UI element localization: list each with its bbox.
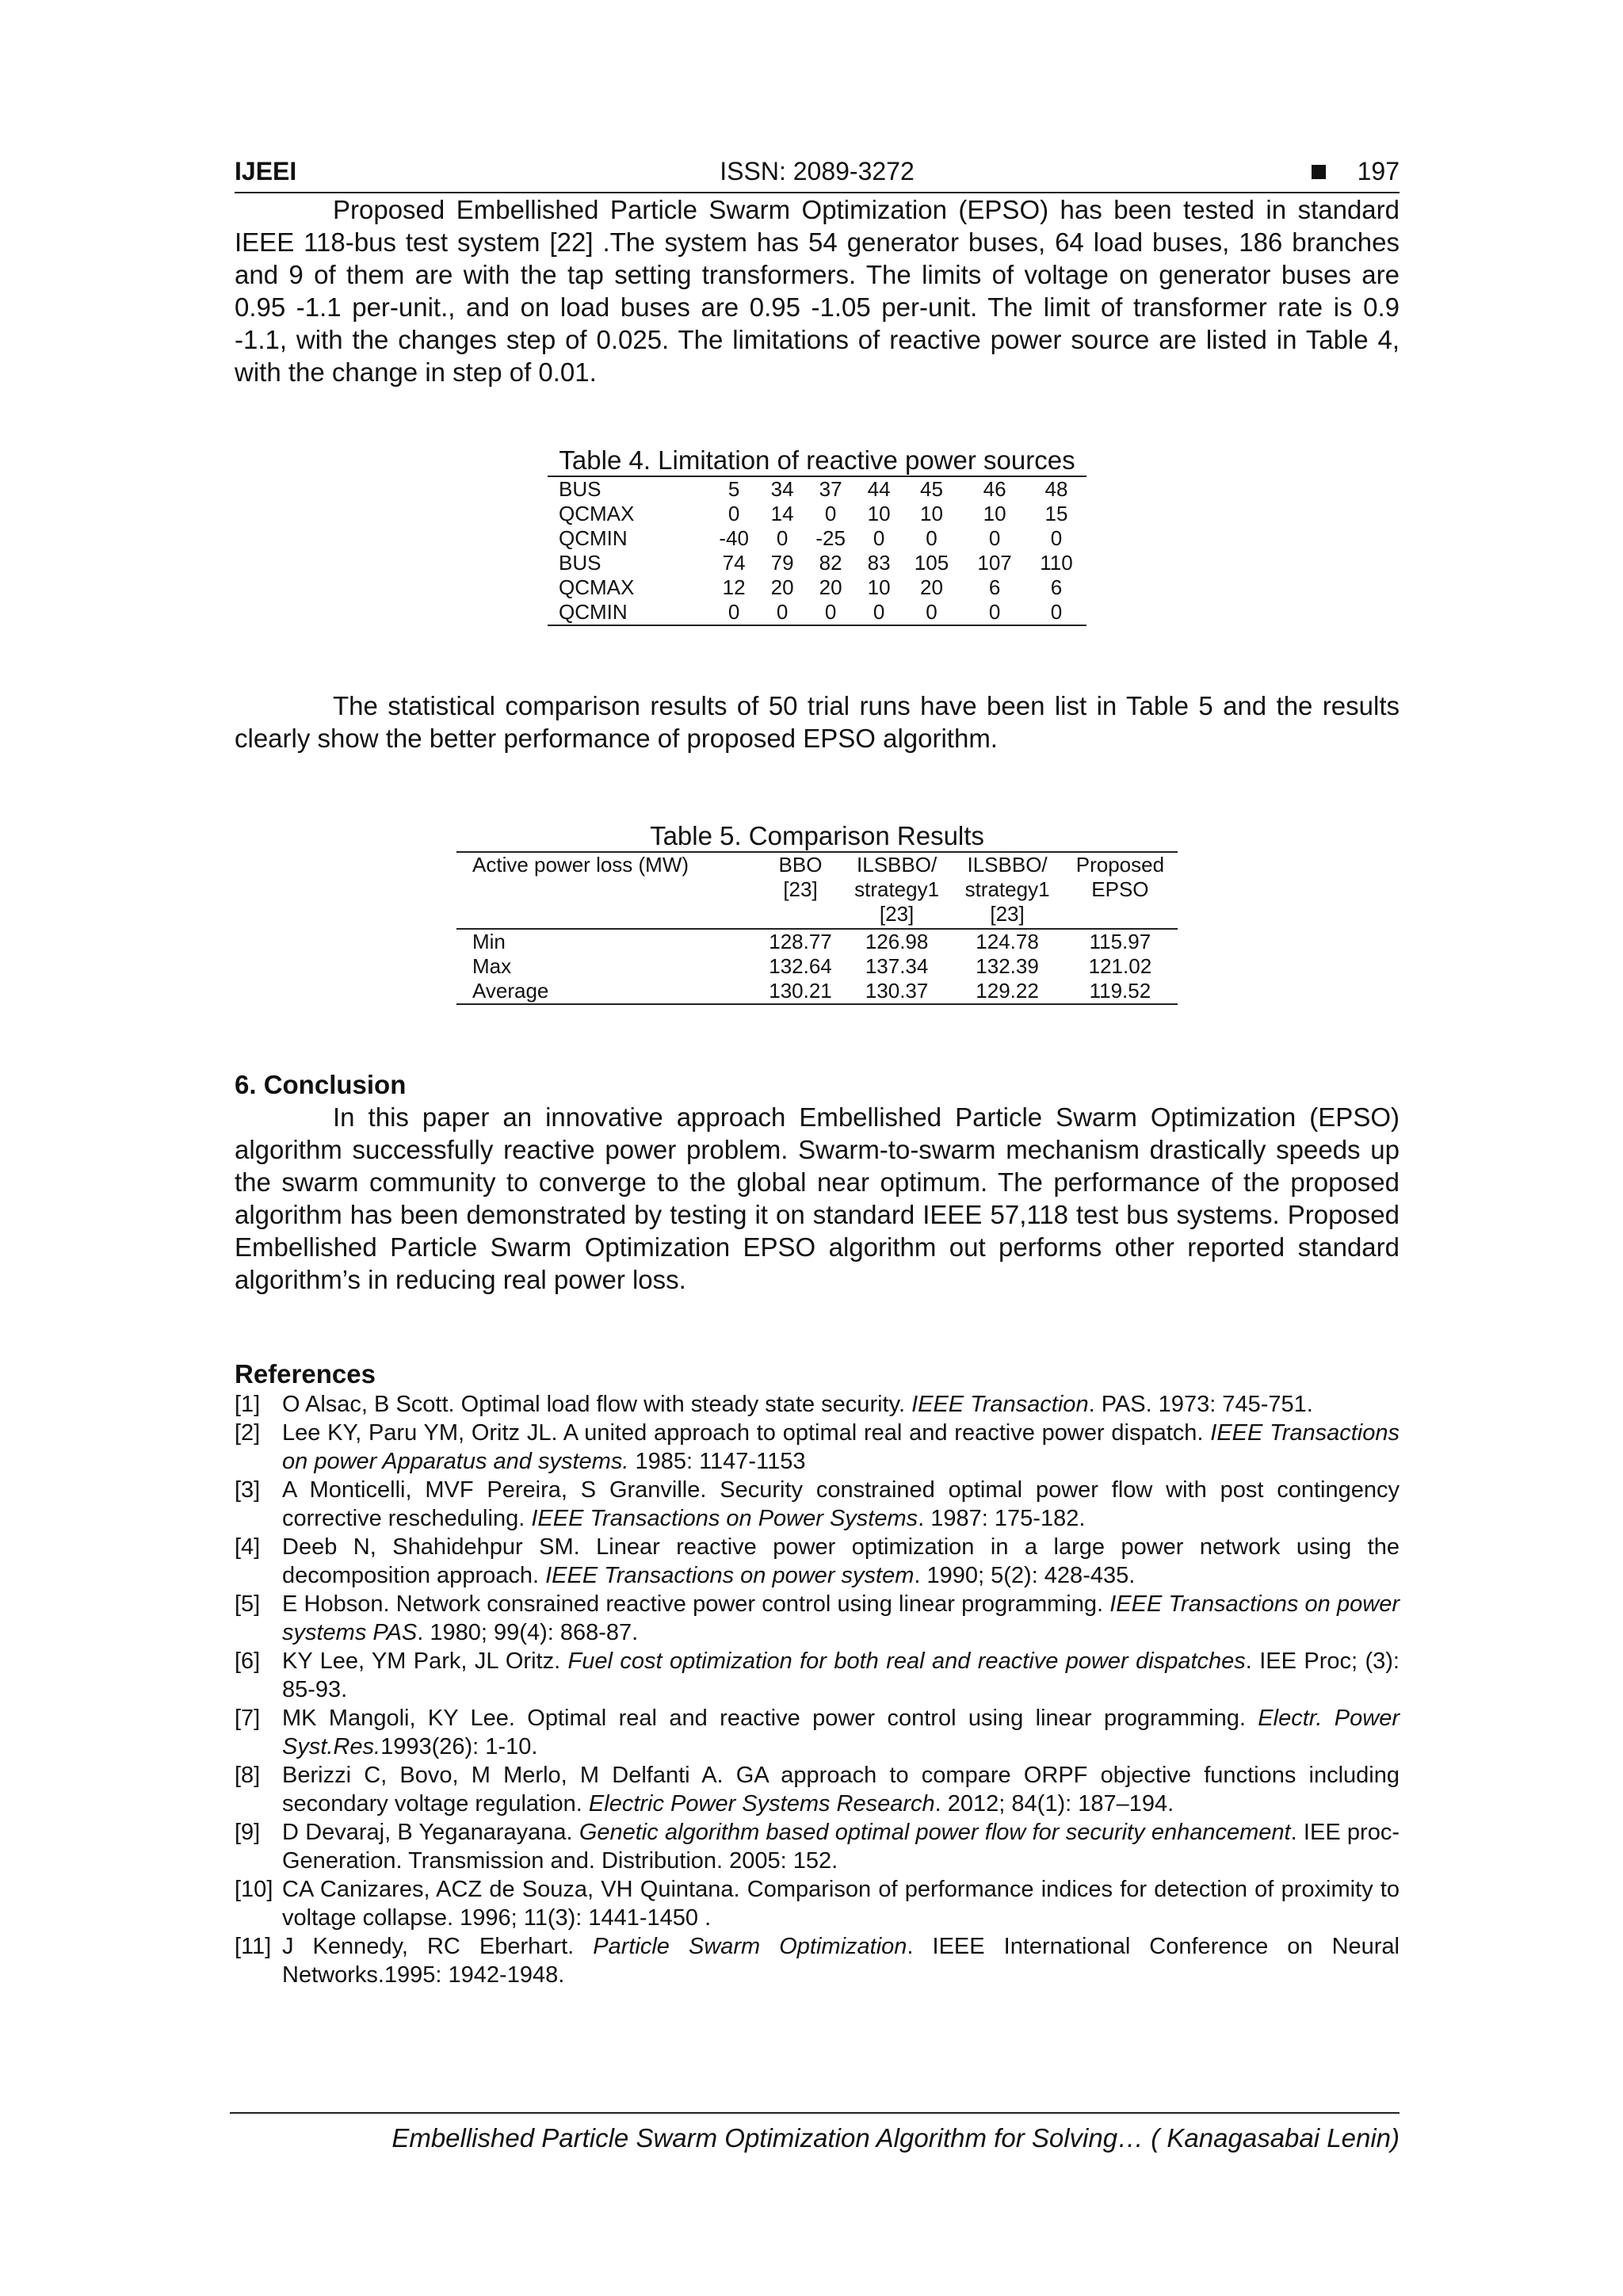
table4-cell: QCMAX bbox=[559, 502, 635, 525]
table4-cell: 14 bbox=[770, 502, 794, 525]
table4-cell: 79 bbox=[770, 551, 794, 575]
reference-post: 1985: 1147-1153 bbox=[628, 1449, 806, 1474]
reference-number: [3] bbox=[235, 1477, 261, 1503]
table5-caption: Table 5. Comparison Results bbox=[650, 821, 984, 850]
table4-row bbox=[548, 600, 1086, 625]
table5-cell: Max bbox=[472, 954, 512, 978]
table5-cell: 130.37 bbox=[842, 979, 952, 1004]
table5-header-line: [23] bbox=[783, 877, 818, 901]
reference-item bbox=[235, 1533, 1400, 1590]
reference-text bbox=[282, 1419, 1400, 1476]
table4-cell: 15 bbox=[1044, 502, 1068, 525]
table5-header-line: ILSBBO/ bbox=[857, 853, 938, 877]
table4-cell: 12 bbox=[722, 575, 746, 599]
table4-cell: 0 bbox=[1050, 526, 1063, 550]
table4-cell: 10 bbox=[920, 502, 943, 525]
table5-cell: Min bbox=[472, 930, 506, 953]
reference-item bbox=[235, 1647, 1400, 1704]
table5-cell: 115.97 bbox=[1089, 930, 1151, 953]
table4 bbox=[548, 476, 1086, 626]
table4-row bbox=[548, 551, 1086, 575]
reference-post: . 1990; 5(2): 428-435. bbox=[914, 1563, 1136, 1588]
table4-row bbox=[548, 502, 1086, 526]
table5-cell: 132.64 bbox=[769, 954, 832, 978]
reference-pre: Berizzi C, Bovo, M Merlo, M Delfanti A. GA approach to compare ORPF objective functions including secondary voltage regulation. bbox=[282, 1763, 1400, 1817]
reference-list bbox=[235, 1390, 1400, 1989]
table5-cell: 121.02 bbox=[1088, 954, 1152, 978]
table4-cell: 0 bbox=[988, 526, 1001, 550]
intro-paragraph: Proposed Embellished Particle Swarm Optimization (EPSO) has been tested in standard IEEE 118-bus test system [22] .The system has 54 generator buses, 64 load buses, 186 branches and 9 of them are with the tap setting transformers. The limits of voltage on generator buses are 0.95 -1.1 per-unit., and on load buses are 0.95 -1.05 per-unit. The limit of transformer rate is 0.9 -1.1, with the changes step of 0.025. The limitations of reactive power source are listed in Table 4, with the change in step of 0.01. bbox=[235, 195, 1400, 387]
table5-header-line: ILSBBO/ bbox=[967, 853, 1048, 877]
reference-pre: E Hobson. Network consrained reactive power control using linear programming. bbox=[282, 1591, 1110, 1617]
reference-item bbox=[235, 1818, 1400, 1875]
table5-cell: 119.52 bbox=[1063, 979, 1178, 1004]
table5-header-line: [23] bbox=[990, 902, 1025, 926]
table4-cell: 20 bbox=[819, 575, 842, 599]
reference-post: . PAS. 1973: 745-751. bbox=[1088, 1392, 1313, 1417]
table4-cell: 0 bbox=[707, 600, 762, 625]
reference-pre: MK Mangoli, KY Lee. Optimal real and reactive power control using linear programming. bbox=[282, 1706, 1258, 1731]
reference-ital: IEEE Transactions on power system bbox=[545, 1563, 915, 1588]
table5-cell: 132.39 bbox=[976, 954, 1039, 978]
table4-cell: QCMIN bbox=[559, 526, 628, 550]
reference-ital: Electr. Power Syst.Res. bbox=[282, 1706, 1400, 1759]
reference-post: . 2012; 84(1): 187–194. bbox=[934, 1791, 1174, 1817]
reference-pre: Deeb N, Shahidehpur SM. Linear reactive power optimization in a large power network using the decomposition approach. bbox=[282, 1534, 1400, 1588]
table5-header-cell bbox=[1063, 852, 1178, 929]
reference-text bbox=[282, 1533, 1400, 1590]
journal-name: IJEEI bbox=[235, 157, 297, 185]
table4-cell: 48 bbox=[1026, 476, 1086, 502]
table4-cell: 82 bbox=[819, 551, 842, 575]
table4-cell: -25 bbox=[815, 526, 846, 550]
table4-cell: BUS bbox=[559, 551, 601, 575]
references-heading: References bbox=[235, 1359, 376, 1389]
reference-item bbox=[235, 1761, 1400, 1818]
table5-header-line: BBO bbox=[778, 853, 823, 877]
reference-number: [6] bbox=[235, 1648, 261, 1674]
table5-header-cell bbox=[952, 852, 1062, 929]
issn: ISSN: 2089-3272 bbox=[720, 157, 915, 185]
reference-ital: Fuel cost optimization for both real and reactive power dispatches bbox=[567, 1648, 1246, 1674]
square-bullet-icon bbox=[1312, 165, 1326, 179]
reference-number: [8] bbox=[235, 1763, 261, 1788]
table5-row bbox=[456, 954, 1178, 979]
table5-cell: 126.98 bbox=[865, 930, 929, 953]
reference-post: . IEE Proc; (3): 85-93. bbox=[282, 1648, 1400, 1702]
table4-cell: 10 bbox=[867, 502, 891, 525]
conclusion-paragraph: In this paper an innovative approach Embellished Particle Swarm Optimization (EPSO) algorithm successfully reactive power problem. Swarm-to-swarm mechanism drastically speeds up the swarm community to converge to the global near optimum. The performance of the proposed algorithm has been demonstrated by testing it on standard IEEE 57,118 test bus systems. Proposed Embellished Particle Swarm Optimization EPSO algorithm out performs other reported standard algorithm’s in reducing real power loss. bbox=[235, 1102, 1400, 1294]
reference-item bbox=[235, 1390, 1400, 1419]
table4-cell: 46 bbox=[963, 476, 1026, 502]
reference-number: [1] bbox=[235, 1392, 261, 1417]
reference-text bbox=[282, 1590, 1400, 1647]
table5-row bbox=[456, 979, 1178, 1004]
reference-ital: Genetic algorithm based optimal power flow for security enhancement bbox=[579, 1820, 1291, 1845]
reference-ital: IEEE Transaction bbox=[911, 1392, 1089, 1417]
reference-ital: IEEE Transactions on power systems PAS bbox=[282, 1591, 1400, 1645]
reference-item bbox=[235, 1704, 1400, 1761]
table4-cell: 0 bbox=[858, 600, 900, 625]
reference-text bbox=[282, 1761, 1400, 1818]
table4-cell: 0 bbox=[926, 526, 938, 550]
table4-row bbox=[548, 476, 1086, 502]
reference-post: 1993(26): 1-10. bbox=[380, 1734, 538, 1759]
table4-cell: 107 bbox=[977, 551, 1012, 575]
reference-pre: Lee KY, Paru YM, Oritz JL. A united approach to optimal real and reactive power dispatch. bbox=[282, 1420, 1211, 1446]
reference-post: . 1987: 175-182. bbox=[918, 1506, 1086, 1531]
table4-cell: 6 bbox=[1050, 575, 1063, 599]
running-header bbox=[235, 151, 1400, 193]
table4-cell: QCMIN bbox=[548, 600, 707, 625]
table5-header-line: Active power loss (MW) bbox=[472, 853, 689, 877]
table4-cell: 5 bbox=[707, 476, 762, 502]
reference-pre: A Monticelli, MVF Pereira, S Granville. Security constrained optimal power flow with post contingency corrective rescheduling. bbox=[282, 1477, 1400, 1531]
table5-header-line: [23] bbox=[879, 902, 915, 926]
table5-header-line: EPSO bbox=[1091, 877, 1149, 901]
table4-cell: 34 bbox=[762, 476, 804, 502]
reference-text bbox=[282, 1390, 1400, 1419]
table4-row bbox=[548, 526, 1086, 551]
table5-cell: 124.78 bbox=[976, 930, 1039, 953]
reference-pre: O Alsac, B Scott. Optimal load flow with steady state security. bbox=[282, 1392, 912, 1417]
reference-text bbox=[282, 1875, 1400, 1932]
table5-header-cell bbox=[456, 852, 759, 929]
reference-ital: Electric Power Systems Research bbox=[588, 1791, 935, 1817]
table4-cell: 44 bbox=[858, 476, 900, 502]
reference-text bbox=[282, 1932, 1400, 1989]
running-footer bbox=[230, 2112, 1400, 2153]
table4-cell: 20 bbox=[920, 575, 943, 599]
table5-header-line: Proposed bbox=[1075, 853, 1165, 877]
table4-cell: 0 bbox=[873, 526, 885, 550]
table5-row bbox=[456, 929, 1178, 954]
table4-cell: 0 bbox=[963, 600, 1026, 625]
reference-number: [11] bbox=[235, 1934, 272, 1959]
table4-caption: Table 4. Limitation of reactive power sources bbox=[559, 445, 1075, 475]
table4-cell: 6 bbox=[988, 575, 1001, 599]
table4-cell: 45 bbox=[900, 476, 964, 502]
reference-item bbox=[235, 1476, 1400, 1533]
reference-ital: IEEE Transactions on Power Systems bbox=[531, 1506, 918, 1531]
reference-number: [4] bbox=[235, 1534, 261, 1560]
conclusion-heading: 6. Conclusion bbox=[235, 1070, 407, 1099]
reference-pre: D Devaraj, B Yeganarayana. bbox=[282, 1820, 579, 1845]
table4-row bbox=[548, 575, 1086, 600]
table5-header-cell bbox=[759, 852, 842, 929]
reference-number: [7] bbox=[235, 1706, 261, 1731]
statistics-paragraph: The statistical comparison results of 50 trial runs have been list in Table 5 and the results clearly show the better performance of proposed EPSO algorithm. bbox=[235, 691, 1400, 753]
table4-cell: 10 bbox=[983, 502, 1006, 525]
reference-item bbox=[235, 1932, 1400, 1989]
table5-cell: Average bbox=[456, 979, 759, 1004]
reference-number: [5] bbox=[235, 1591, 261, 1617]
reference-ital: IEEE Transactions on power Apparatus and systems. bbox=[282, 1420, 1400, 1474]
reference-ital: Particle Swarm Optimization bbox=[593, 1934, 907, 1959]
table4-cell: 20 bbox=[770, 575, 794, 599]
table4-cell: 0 bbox=[804, 600, 858, 625]
reference-item bbox=[235, 1590, 1400, 1647]
table4-cell: 0 bbox=[1026, 600, 1086, 625]
reference-text bbox=[282, 1476, 1400, 1533]
reference-number: [2] bbox=[235, 1420, 261, 1446]
reference-post: . IEE proc-Generation. Transmission and. Distribution. 2005: 152. bbox=[282, 1820, 1400, 1874]
reference-pre: KY Lee, YM Park, JL Oritz. bbox=[282, 1648, 568, 1674]
table4-cell: QCMAX bbox=[559, 575, 635, 599]
reference-item bbox=[235, 1419, 1400, 1476]
reference-number: [10] bbox=[235, 1877, 273, 1902]
table4-cell: 37 bbox=[804, 476, 858, 502]
reference-post: . 1980; 99(4): 868-87. bbox=[417, 1620, 639, 1645]
table4-cell: -40 bbox=[719, 526, 749, 550]
table5-header-line: strategy1 bbox=[964, 877, 1050, 901]
table5-cell: 129.22 bbox=[952, 979, 1062, 1004]
table4-cell: 0 bbox=[727, 502, 740, 525]
table4-cell: 0 bbox=[762, 600, 804, 625]
table4-cell: 10 bbox=[867, 575, 891, 599]
reference-pre: J Kennedy, RC Eberhart. bbox=[282, 1934, 594, 1959]
table4-cell: BUS bbox=[548, 476, 707, 502]
page-number-block bbox=[1312, 157, 1400, 186]
table5-cell: 137.34 bbox=[865, 954, 929, 978]
table4-cell: 105 bbox=[914, 551, 949, 575]
table4-cell: 0 bbox=[776, 526, 789, 550]
reference-item bbox=[235, 1875, 1400, 1932]
table5-header-cell bbox=[842, 852, 952, 929]
table5-cell: 128.77 bbox=[769, 930, 832, 953]
page bbox=[235, 151, 1400, 1989]
reference-text bbox=[282, 1818, 1400, 1875]
reference-text bbox=[282, 1704, 1400, 1761]
table5-header-line: strategy1 bbox=[854, 877, 940, 901]
footer-text: Embellished Particle Swarm Optimization Algorithm for Solving… ( Kanagasabai Lenin) bbox=[391, 2123, 1400, 2153]
page-number: 197 bbox=[1357, 157, 1400, 185]
table4-cell: 0 bbox=[900, 600, 964, 625]
table4-cell: 0 bbox=[824, 502, 837, 525]
table4-cell: 110 bbox=[1040, 551, 1073, 575]
reference-number: [9] bbox=[235, 1820, 261, 1845]
table4-cell: 74 bbox=[722, 551, 746, 575]
table5-cell: 130.21 bbox=[759, 979, 842, 1004]
table5 bbox=[456, 851, 1178, 1005]
reference-pre: CA Canizares, ACZ de Souza, VH Quintana. Comparison of performance indices for detection of proximity to voltage collapse. 1996; 11(3): 1441-1450 . bbox=[282, 1877, 1400, 1931]
reference-text bbox=[282, 1647, 1400, 1704]
table5-header-row bbox=[456, 852, 1178, 929]
table4-cell: 83 bbox=[867, 551, 891, 575]
reference-post: . IEEE International Conference on Neural Networks.1995: 1942-1948. bbox=[282, 1934, 1400, 1988]
